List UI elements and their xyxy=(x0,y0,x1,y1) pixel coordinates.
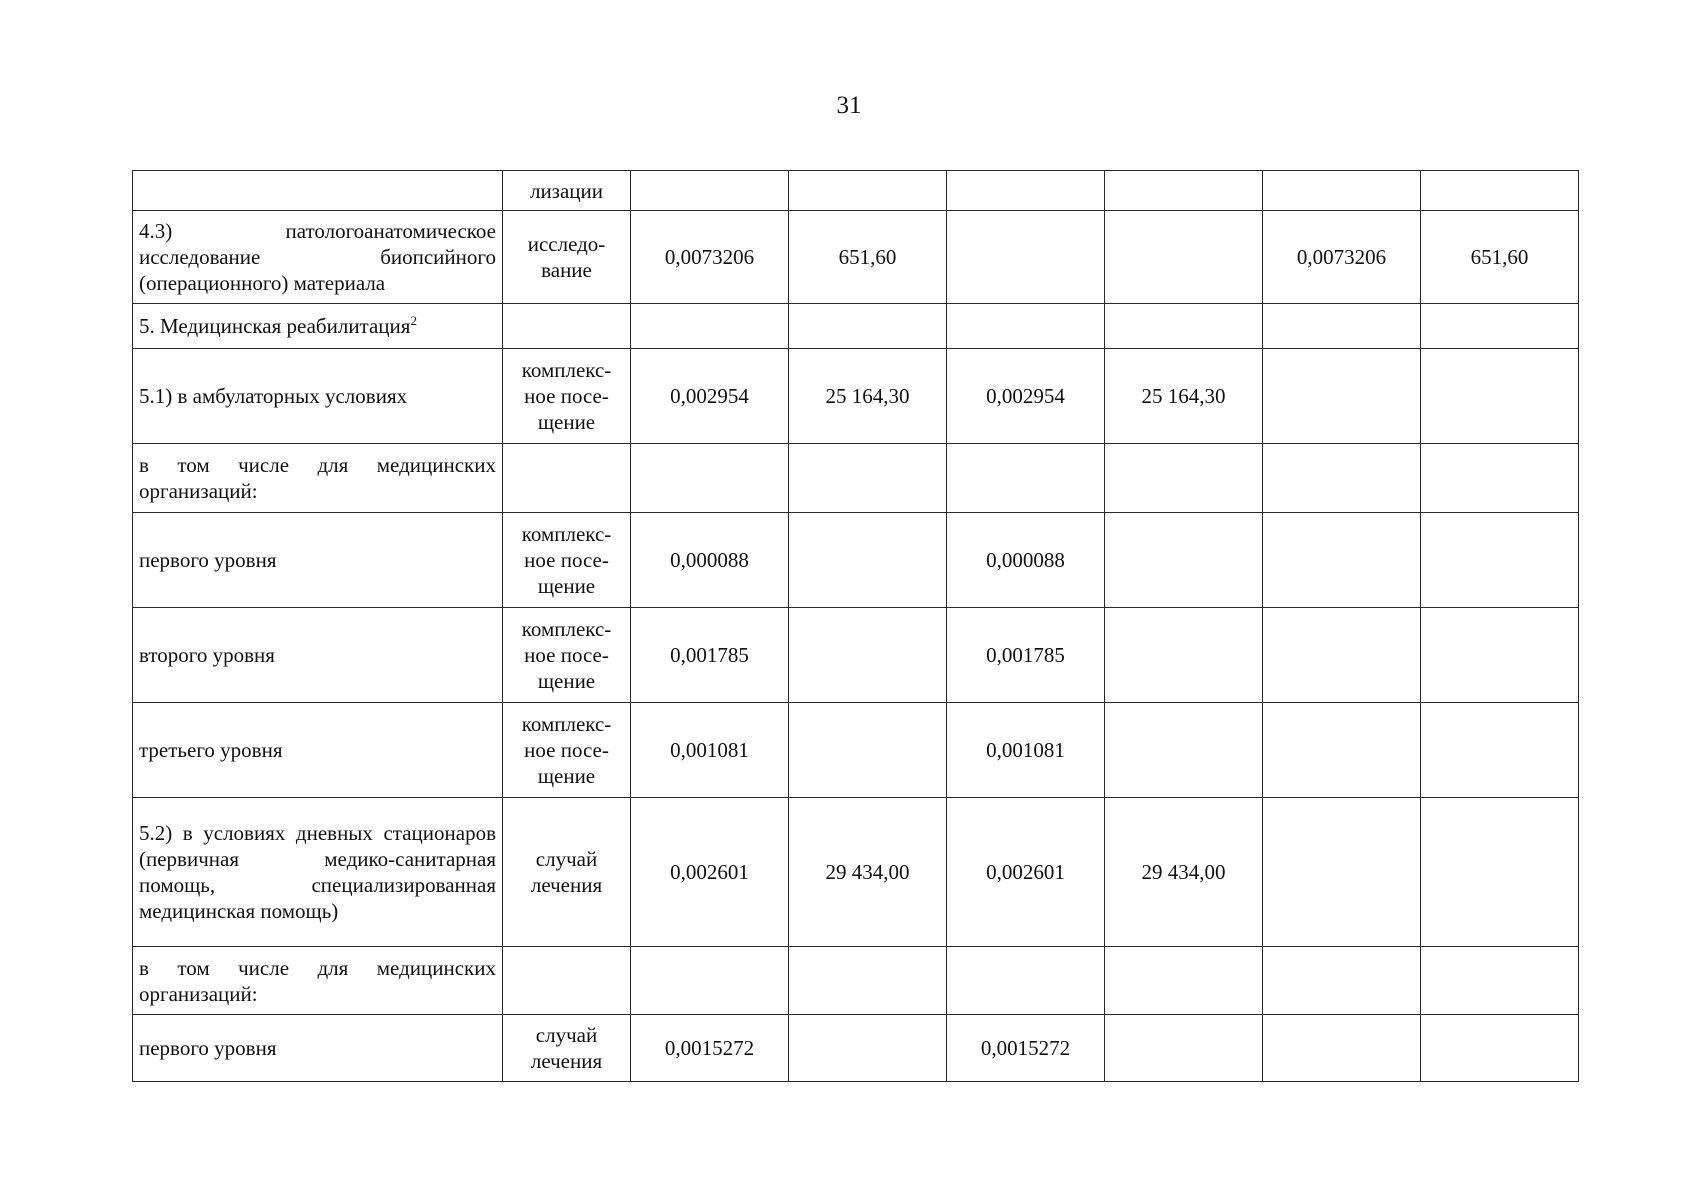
cell-v3: 0,001081 xyxy=(947,703,1105,798)
cell-v4 xyxy=(1105,513,1263,608)
cell-v6 xyxy=(1421,304,1579,349)
row-unit: случай лечения xyxy=(503,798,631,947)
row-name xyxy=(133,171,503,211)
cell-v1: 0,000088 xyxy=(631,513,789,608)
row-unit: комплекс-ное посе-щение xyxy=(503,513,631,608)
cell-v2 xyxy=(789,304,947,349)
cell-v6 xyxy=(1421,798,1579,947)
cell-v3: 0,002954 xyxy=(947,349,1105,444)
data-table xyxy=(132,170,1579,1082)
cell-v6: 651,60 xyxy=(1421,211,1579,304)
cell-v1 xyxy=(631,444,789,513)
table-row xyxy=(133,211,1579,304)
table-row xyxy=(133,798,1579,947)
table-row xyxy=(133,444,1579,513)
page-number: 31 xyxy=(836,92,862,119)
cell-v3: 0,000088 xyxy=(947,513,1105,608)
row-name: первого уровня xyxy=(133,513,503,608)
table-row xyxy=(133,1015,1579,1082)
cell-v1 xyxy=(631,304,789,349)
cell-v5 xyxy=(1263,304,1421,349)
cell-v4 xyxy=(1105,947,1263,1015)
cell-v5 xyxy=(1263,703,1421,798)
cell-v2: 25 164,30 xyxy=(789,349,947,444)
cell-v5 xyxy=(1263,444,1421,513)
cell-v6 xyxy=(1421,444,1579,513)
cell-v3 xyxy=(947,304,1105,349)
row-unit: случай лечения xyxy=(503,1015,631,1082)
cell-v2 xyxy=(789,444,947,513)
row-name-cell xyxy=(133,304,503,349)
row-name: 5. Медицинская реабилитация xyxy=(139,314,411,338)
cell-v5 xyxy=(1263,171,1421,211)
row-unit: исследо-вание xyxy=(503,211,631,304)
cell-v4 xyxy=(1105,171,1263,211)
row-name: третьего уровня xyxy=(133,703,503,798)
row-unit xyxy=(503,947,631,1015)
table-row xyxy=(133,513,1579,608)
row-unit xyxy=(503,444,631,513)
cell-v2 xyxy=(789,703,947,798)
row-unit: комплекс-ное посе-щение xyxy=(503,349,631,444)
cell-v2 xyxy=(789,947,947,1015)
cell-v3 xyxy=(947,211,1105,304)
cell-v4 xyxy=(1105,444,1263,513)
row-name: 4.3) патологоанатомическое исследование биопсийного (операционного) материала xyxy=(133,211,503,304)
row-unit xyxy=(503,304,631,349)
table-row xyxy=(133,349,1579,444)
cell-v2 xyxy=(789,1015,947,1082)
cell-v1: 0,002954 xyxy=(631,349,789,444)
cell-v4: 29 434,00 xyxy=(1105,798,1263,947)
row-name: в том числе для медицинских организаций: xyxy=(133,444,503,513)
cell-v6 xyxy=(1421,171,1579,211)
cell-v3: 0,002601 xyxy=(947,798,1105,947)
row-name: второго уровня xyxy=(133,608,503,703)
cell-v5 xyxy=(1263,947,1421,1015)
cell-v5 xyxy=(1263,349,1421,444)
cell-v4 xyxy=(1105,608,1263,703)
row-unit: комплекс-ное посе-щение xyxy=(503,703,631,798)
cell-v3 xyxy=(947,947,1105,1015)
row-name: 5.2) в условиях дневных стационаров (первичная медико-санитарная помощь, специализированная медицинская помощь) xyxy=(133,798,503,947)
cell-v6 xyxy=(1421,349,1579,444)
cell-v1: 0,0073206 xyxy=(631,211,789,304)
cell-v1: 0,0015272 xyxy=(631,1015,789,1082)
table-row xyxy=(133,304,1579,349)
cell-v2 xyxy=(789,171,947,211)
cell-v4 xyxy=(1105,211,1263,304)
cell-v5 xyxy=(1263,513,1421,608)
row-unit: комплекс-ное посе-щение xyxy=(503,608,631,703)
cell-v6 xyxy=(1421,947,1579,1015)
table-row xyxy=(133,171,1579,211)
cell-v3: 0,0015272 xyxy=(947,1015,1105,1082)
cell-v4 xyxy=(1105,304,1263,349)
cell-v5 xyxy=(1263,608,1421,703)
cell-v6 xyxy=(1421,703,1579,798)
cell-v1: 0,002601 xyxy=(631,798,789,947)
table-row xyxy=(133,703,1579,798)
cell-v6 xyxy=(1421,1015,1579,1082)
row-name: в том числе для медицинских организаций: xyxy=(133,947,503,1015)
cell-v1: 0,001785 xyxy=(631,608,789,703)
cell-v3 xyxy=(947,171,1105,211)
row-unit: лизации xyxy=(503,171,631,211)
cell-v2 xyxy=(789,608,947,703)
cell-v2: 651,60 xyxy=(789,211,947,304)
cell-v1 xyxy=(631,947,789,1015)
cell-v2: 29 434,00 xyxy=(789,798,947,947)
cell-v4 xyxy=(1105,703,1263,798)
cell-v4: 25 164,30 xyxy=(1105,349,1263,444)
cell-v6 xyxy=(1421,608,1579,703)
cell-v5 xyxy=(1263,798,1421,947)
cell-v2 xyxy=(789,513,947,608)
cell-v1 xyxy=(631,171,789,211)
cell-v5: 0,0073206 xyxy=(1263,211,1421,304)
cell-v5 xyxy=(1263,1015,1421,1082)
cell-v3: 0,001785 xyxy=(947,608,1105,703)
cell-v6 xyxy=(1421,513,1579,608)
cell-v1: 0,001081 xyxy=(631,703,789,798)
row-name: 5.1) в амбулаторных условиях xyxy=(133,349,503,444)
row-name: первого уровня xyxy=(133,1015,503,1082)
table-row xyxy=(133,947,1579,1015)
cell-v4 xyxy=(1105,1015,1263,1082)
cell-v3 xyxy=(947,444,1105,513)
table-row xyxy=(133,608,1579,703)
footnote-mark: 2 xyxy=(410,313,417,328)
